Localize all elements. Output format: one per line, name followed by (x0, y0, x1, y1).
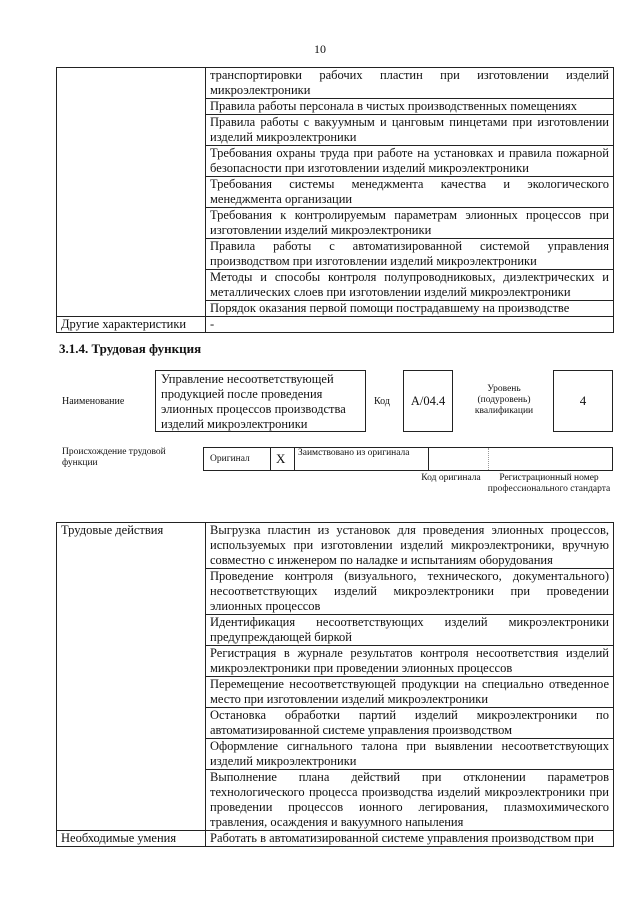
table-label-cell-empty (57, 68, 206, 317)
code-label: Код (374, 396, 390, 407)
section-heading: 3.1.4. Трудовая функция (59, 341, 202, 356)
table-row (57, 317, 614, 333)
origin-row (203, 447, 613, 471)
other-characteristics-label: Другие характеристики (57, 317, 206, 333)
table-cell: Регистрация в журнале результатов контроля несоответствия изделий микроэлектроники при проведении элионных процессов (206, 646, 614, 677)
level-value: 4 (579, 393, 587, 408)
other-characteristics-value: - (206, 317, 614, 333)
table-row (57, 68, 614, 99)
original-mark-cell (270, 448, 295, 470)
table-cell: Требования к контролируемым параметрам элионных процессов при изготовлении изделий микроэлектроники (206, 208, 614, 239)
function-name-box (155, 370, 366, 432)
table-cell: Работать в автоматизированной системе управления производством при (206, 831, 614, 847)
original-label: Оригинал (210, 454, 250, 464)
labor-actions-table (56, 522, 614, 847)
table-cell: Проведение контроля (визуального, технического, документального) несоответствующих изделий микроэлектроники при проведении элионных процессов (206, 569, 614, 615)
original-mark: X (276, 451, 286, 466)
name-label: Наименование (62, 396, 125, 407)
original-cell (204, 448, 271, 470)
table-row (57, 523, 614, 569)
table-cell: Выполнение плана действий при отклонении параметров технологического процесса производства изделий микроэлектроники при проведении процессов ионного легирования, плазмохимического травления, осаждения и вакуумного напыления (206, 770, 614, 831)
knowledge-table (56, 67, 614, 333)
table-cell: Порядок оказания первой помощи пострадавшему на производстве (206, 301, 614, 317)
reg-number-label: Регистрационный номер профессионального стандарта (487, 473, 611, 494)
page-number: 10 (314, 42, 326, 56)
code-original-label: Код оригинала (421, 473, 481, 483)
code-value: A/04.4 (410, 393, 446, 408)
borrowed-cell (294, 448, 429, 470)
table-cell: Идентификация несоответствующих изделий микроэлектроники предупреждающей биркой (206, 615, 614, 646)
code-original-cell (428, 448, 489, 470)
table-cell: Остановка обработки партий изделий микроэлектроники по автоматизированной системе управления производством (206, 708, 614, 739)
table-cell: Выгрузка пластин из установок для проведения элионных процессов, используемых при изготовлении изделий микроэлектроники, вручную совместно с инженером по наладке и испытаниям оборудования (206, 523, 614, 569)
borrowed-label: Заимствовано из оригинала (298, 448, 410, 458)
code-box (403, 370, 453, 432)
labor-actions-label: Трудовые действия (57, 523, 206, 831)
skills-label: Необходимые умения (57, 831, 206, 847)
table-cell: Требования охраны труда при работе на установках и правила пожарной безопасности при изготовлении изделий микроэлектроники (206, 146, 614, 177)
table-cell: Правила работы с автоматизированной системой управления производством при изготовлении изделий микроэлектроники (206, 239, 614, 270)
level-box (553, 370, 613, 432)
table-row (57, 831, 614, 847)
table-cell: транспортировки рабочих пластин при изготовлении изделий микроэлектроники (206, 68, 614, 99)
table-cell: Оформление сигнального талона при выявлении несоответствующих изделий микроэлектроники (206, 739, 614, 770)
table-cell: Требования системы менеджмента качества и экологического менеджмента организации (206, 177, 614, 208)
table-cell: Методы и способы контроля полупроводниковых, диэлектрических и металлических слоев при изготовлении изделий микроэлектроники (206, 270, 614, 301)
table-cell: Перемещение несоответствующей продукции на специально отведенное место при изготовлении изделий микроэлектроники (206, 677, 614, 708)
level-label: Уровень (подуровень) квалификации (474, 384, 534, 416)
table-cell: Правила работы персонала в чистых производственных помещениях (206, 99, 614, 115)
table-cell: Правила работы с вакуумным и цанговым пинцетами при изготовлении изделий микроэлектроники (206, 115, 614, 146)
origin-label: Происхождение трудовой функции (62, 447, 166, 468)
function-name-value: Управление несоответствующей продукцией после проведения элионных процессов производства изделий микроэлектроники (161, 372, 346, 431)
